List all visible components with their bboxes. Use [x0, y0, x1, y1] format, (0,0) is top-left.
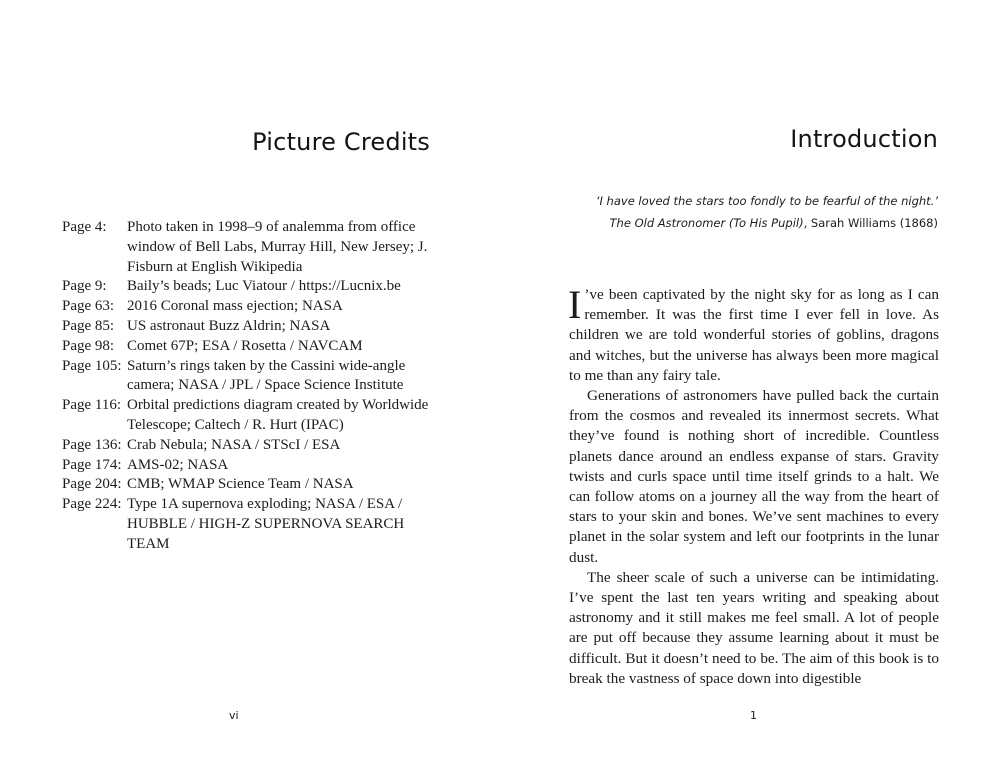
- credit-entry: [62, 396, 442, 436]
- page-number-right: 1: [750, 709, 757, 722]
- credit-entry: [62, 297, 442, 317]
- credit-description: Saturn’s rings taken by the Cassini wide-angle camera; NASA / JPL / Space Science Institute: [127, 357, 406, 394]
- credit-page-ref: Page 204:: [62, 476, 122, 493]
- drop-cap: I: [568, 282, 582, 327]
- page-title-picture-credits: Picture Credits: [252, 128, 430, 156]
- credit-page-ref: Page 63:: [62, 298, 115, 315]
- credit-description: 2016 Coronal mass ejection; NASA: [127, 298, 343, 315]
- credit-entry: [62, 436, 442, 456]
- epigraph: [596, 194, 938, 230]
- credit-page-ref: Page 105:: [62, 357, 122, 374]
- credit-page-ref: Page 9:: [62, 278, 107, 295]
- credit-entry: [62, 337, 442, 357]
- paragraph-text: ’ve been captivated by the night sky for as long as I can remember. It was the first time I ever fell in love. As children we are told wonderful stories of goblins, dragons and witches, but the universe has always been more magical to me than any fairy tale.: [569, 286, 939, 384]
- epigraph-source-title: The Old Astronomer (To His Pupil): [609, 216, 804, 230]
- credit-entry: [62, 357, 442, 397]
- credit-entry: [62, 317, 442, 337]
- body-text: [568, 282, 939, 689]
- credit-entry: [62, 277, 442, 297]
- credits-list: [62, 218, 442, 555]
- paragraph: [568, 282, 939, 386]
- credit-description: Photo taken in 1998–9 of analemma from office window of Bell Labs, Murray Hill, New Jersey; J. Fisburn at English Wikipedia: [127, 219, 428, 275]
- credit-page-ref: Page 4:: [62, 219, 107, 235]
- credit-description: Baily’s beads; Luc Viatour / https://Lucnix.be: [127, 278, 401, 295]
- credit-page-ref: Page 224:: [62, 496, 122, 513]
- epigraph-attribution: [596, 216, 938, 230]
- credit-page-ref: Page 174:: [62, 456, 122, 473]
- credit-entry: [62, 495, 442, 554]
- credit-page-ref: Page 85:: [62, 317, 115, 334]
- credit-description: AMS-02; NASA: [127, 456, 229, 473]
- credit-description: Type 1A supernova exploding; NASA / ESA / HUBBLE / HIGH-Z SUPERNOVA SEARCH TEAM: [127, 496, 405, 552]
- epigraph-source-author: , Sarah Williams (1868): [803, 216, 938, 230]
- credit-description: Orbital predictions diagram created by Worldwide Telescope; Caltech / R. Hurt (IPAC): [127, 397, 429, 433]
- epigraph-quote: ‘I have loved the stars too fondly to be fearful of the night.’: [595, 194, 938, 208]
- credit-description: Crab Nebula; NASA / STScI / ESA: [127, 436, 341, 453]
- credit-description: Comet 67P; ESA / Rosetta / NAVCAM: [127, 337, 363, 354]
- right-page: [500, 0, 1000, 767]
- credit-page-ref: Page 136:: [62, 436, 122, 453]
- paragraph: The sheer scale of such a universe can be intimidating. I’ve spent the last ten years writing and speaking about astronomy and it still makes me feel small. A lot of people are put off because they assume learning about it must be difficult. But it doesn’t need to be. The aim of this book is to break the vastness of space down into digestible: [569, 568, 939, 687]
- credit-entry: [62, 475, 442, 495]
- credit-description: US astronaut Buzz Aldrin; NASA: [127, 317, 331, 334]
- page-title-introduction: Introduction: [790, 125, 938, 153]
- credit-entry: [62, 218, 442, 277]
- credit-page-ref: Page 116:: [62, 397, 122, 414]
- credit-page-ref: Page 98:: [62, 337, 115, 354]
- paragraph: Generations of astronomers have pulled back the curtain from the cosmos and revealed its innermost secrets. What they’ve found is nothing short of incredible. Countless planets dance around an endless expanse of stars. Gravity twists and curls space until time itself grinds to a halt. We can follow atoms on a journey all the way from the heart of stars to your skin and bones. We’ve sent machines to every planet in the solar system and left our footprints in the lunar dust.: [569, 387, 939, 566]
- credit-description: CMB; WMAP Science Team / NASA: [127, 476, 354, 493]
- page-number-left: vi: [229, 709, 239, 722]
- credit-entry: [62, 456, 442, 476]
